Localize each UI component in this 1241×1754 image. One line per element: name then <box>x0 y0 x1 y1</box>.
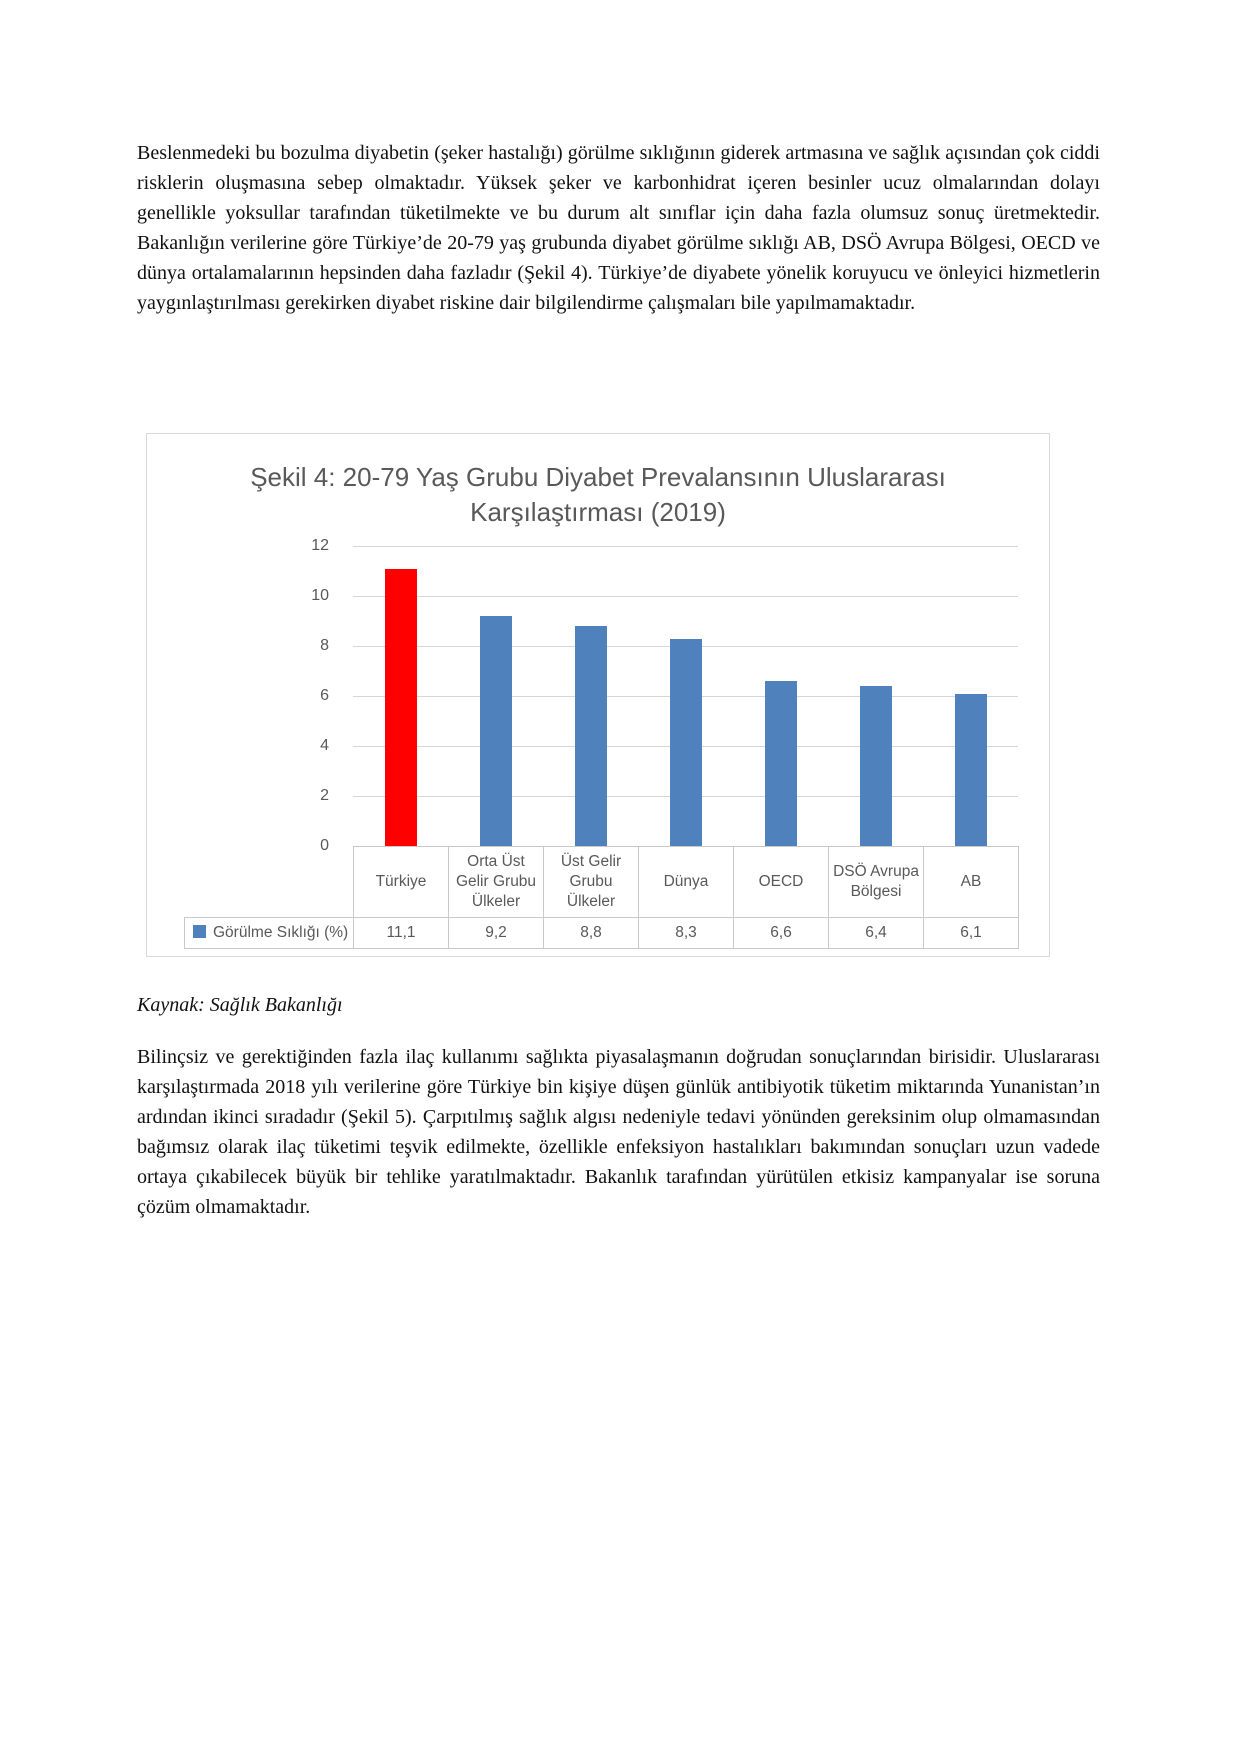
value-cell: 11,1 <box>354 918 449 949</box>
y-axis <box>147 537 343 854</box>
chart-title-line-1: Şekil 4: 20-79 Yaş Grubu Diyabet Prevalansının Uluslararası <box>250 462 946 492</box>
table-corner-spacer <box>185 847 354 918</box>
category-cell: Dünya <box>639 847 734 918</box>
figure-4-chart <box>146 433 1050 957</box>
legend-cell <box>185 918 354 949</box>
value-cell: 8,8 <box>544 918 639 949</box>
value-cell: 6,1 <box>924 918 1019 949</box>
y-tick: 0 <box>320 837 329 854</box>
y-tick: 6 <box>320 687 329 704</box>
category-cell: OECD <box>734 847 829 918</box>
chart-title <box>147 460 1049 530</box>
value-cell: 6,4 <box>829 918 924 949</box>
category-cell: DSÖ Avrupa Bölgesi <box>829 847 924 918</box>
y-tick: 10 <box>311 587 329 604</box>
chart-bar-ab <box>955 694 987 847</box>
y-tick: 2 <box>320 786 329 804</box>
legend-label: Görülme Sıklığı (%) <box>213 924 349 941</box>
chart-bar-orta-ust-gelir <box>480 616 512 846</box>
legend-marker-icon <box>193 925 206 938</box>
value-cell: 6,6 <box>734 918 829 949</box>
source-caption: Kaynak: Sağlık Bakanlığı <box>137 994 343 1016</box>
value-cell: 8,3 <box>639 918 734 949</box>
chart-bar-dunya <box>670 639 702 847</box>
category-cell: Üst Gelir Grubu Ülkeler <box>544 847 639 918</box>
plot-area <box>353 546 1018 846</box>
category-cell: Türkiye <box>354 847 449 918</box>
chart-bar-dso-avrupa <box>860 686 892 846</box>
category-cell: AB <box>924 847 1019 918</box>
category-cell: Orta Üst Gelir Grubu Ülkeler <box>449 847 544 918</box>
y-tick: 8 <box>320 636 329 654</box>
bar-series <box>353 546 1018 846</box>
chart-title-line-2: Karşılaştırması (2019) <box>470 497 726 527</box>
chart-data-table <box>184 846 1019 949</box>
chart-bar-oecd <box>765 681 797 846</box>
y-tick: 4 <box>320 737 329 754</box>
body-paragraph-2: Bilinçsiz ve gerektiğinden fazla ilaç kullanımı sağlıkta piyasalaşmanın doğrudan sonuçlarından birisidir. Uluslararası karşılaştırmada 2018 yılı verilerine göre Türkiye bin kişiye düşen günlük antibiyotik tüketim miktarında Yunanistan’ın ardından ikinci sıradadır (Şekil 5). Çarpıtılmış sağlık algısı nedeniyle tedavi yönünden gereksinim olup olmamasından bağımsız olarak ilaç tüketimi teşvik edilmekte, özellikle enfeksiyon hastalıkları bakımından sonuçları uzun vadede ortaya çıkabilecek büyük bir tehlike yaratılmaktadır. Bakanlık tarafından yürütülen etkisiz kampanyalar ise soruna çözüm olmamaktadır. <box>137 1046 1100 1218</box>
chart-bar-ust-gelir <box>575 626 607 846</box>
body-paragraph-1: Beslenmedeki bu bozulma diyabetin (şeker hastalığı) görülme sıklığının giderek artmasına ve sağlık açısından çok ciddi risklerin oluşmasına sebep olmaktadır. Yüksek şeker ve karbonhidrat içeren besinler ucuz olmalarından dolayı genellikle yoksullar tarafından tüketilmekte ve bu durum alt sınıflar için daha fazla olumsuz sonuç üretmektedir. Bakanlığın verilerine göre Türkiye’de 20-79 yaş grubunda diyabet görülme sıklığı AB, DSÖ Avrupa Bölgesi, OECD ve dünya ortalamalarının hepsinden daha fazladır (Şekil 4). Türkiye’de diyabete yönelik koruyucu ve önleyici hizmetlerin yaygınlaştırılması gerekirken diyabet riskine dair bilgilendirme çalışmaları bile yapılmamaktadır. <box>137 142 1100 314</box>
y-tick: 12 <box>311 537 329 554</box>
chart-bar-turkiye <box>385 569 417 847</box>
value-cell: 9,2 <box>449 918 544 949</box>
